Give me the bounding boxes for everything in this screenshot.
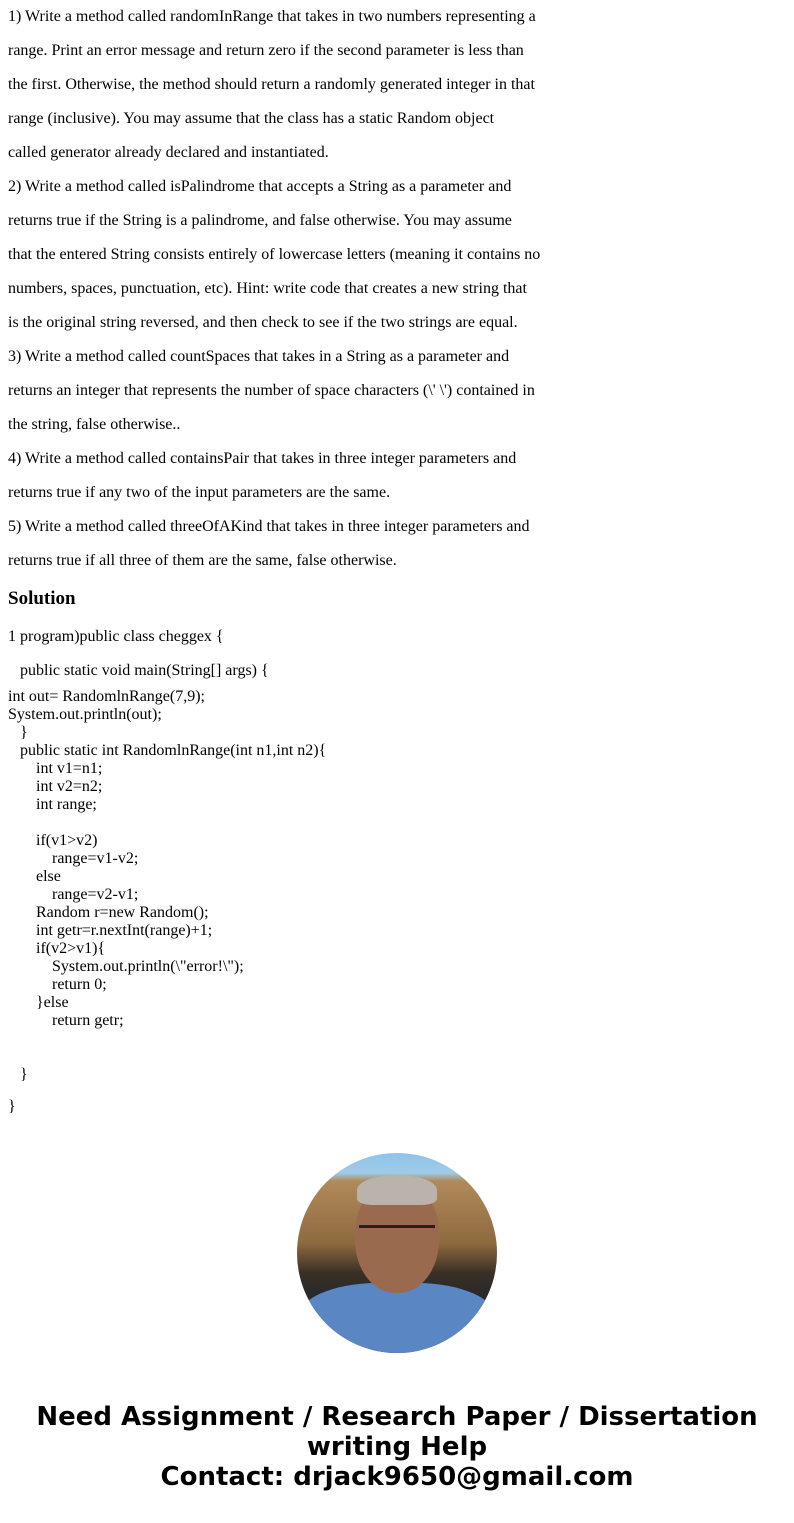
question-line: the string, false otherwise.. (8, 416, 181, 433)
question-line: range. Print an error message and return zero if the second parameter is less than (8, 42, 524, 59)
question-line: is the original string reversed, and then check to see if the two strings are equal. (8, 314, 518, 331)
question-line: 2) Write a method called isPalindrome that accepts a String as a parameter and (8, 178, 512, 195)
banner-line: Need Assignment / Research Paper / Dissertation (36, 1402, 758, 1432)
question-line: numbers, spaces, punctuation, etc). Hint: write code that creates a new string that (8, 280, 527, 297)
code-body: int out= RandomlnRange(7,9); System.out.println(out); } public static int RandomlnRange(int n1,int n2){ int v1=n1; int v2=n2; int range; if(v1>v2) range=v1-v2; else range=v2-v1; Random r=new Random(); int getr=r.nextInt(range)+1; if(v2>v1){ System.out.println(\"error!\"); return 0; }else return getr; } (8, 688, 327, 1083)
solution-heading: Solution (8, 588, 76, 609)
contact-email: Contact: drjack9650@gmail.com (160, 1462, 634, 1492)
question-line: returns true if any two of the input parameters are the same. (8, 484, 391, 501)
contact-banner (0, 1402, 794, 1492)
question-line: 4) Write a method called containsPair that takes in three integer parameters and (8, 450, 517, 467)
question-list (8, 0, 540, 578)
question-line: the first. Otherwise, the method should return a randomly generated integer in that (8, 76, 535, 93)
question-line: range (inclusive). You may assume that the class has a static Random object (8, 110, 495, 127)
question-line: 3) Write a method called countSpaces that takes in a String as a parameter and (8, 348, 510, 365)
author-avatar-photo (297, 1153, 497, 1353)
question-line: 5) Write a method called threeOfAKind that takes in three integer parameters and (8, 518, 530, 535)
code-line: 1 program)public class cheggex { (8, 628, 224, 645)
code-closing-brace: } (8, 1098, 16, 1115)
solution-code (8, 620, 788, 1122)
code-line: public static void main(String[] args) { (8, 662, 269, 679)
question-line: returns true if the String is a palindrome, and false otherwise. You may assume (8, 212, 512, 229)
question-line: returns an integer that represents the number of space characters (\' \') contained in (8, 382, 535, 399)
question-line: 1) Write a method called randomInRange that takes in two numbers representing a (8, 8, 536, 25)
question-line: returns true if all three of them are the same, false otherwise. (8, 552, 397, 569)
question-line: called generator already declared and instantiated. (8, 144, 329, 161)
banner-line: writing Help (306, 1432, 488, 1462)
question-line: that the entered String consists entirely of lowercase letters (meaning it contains no (8, 246, 541, 263)
glasses-icon (359, 1225, 435, 1246)
